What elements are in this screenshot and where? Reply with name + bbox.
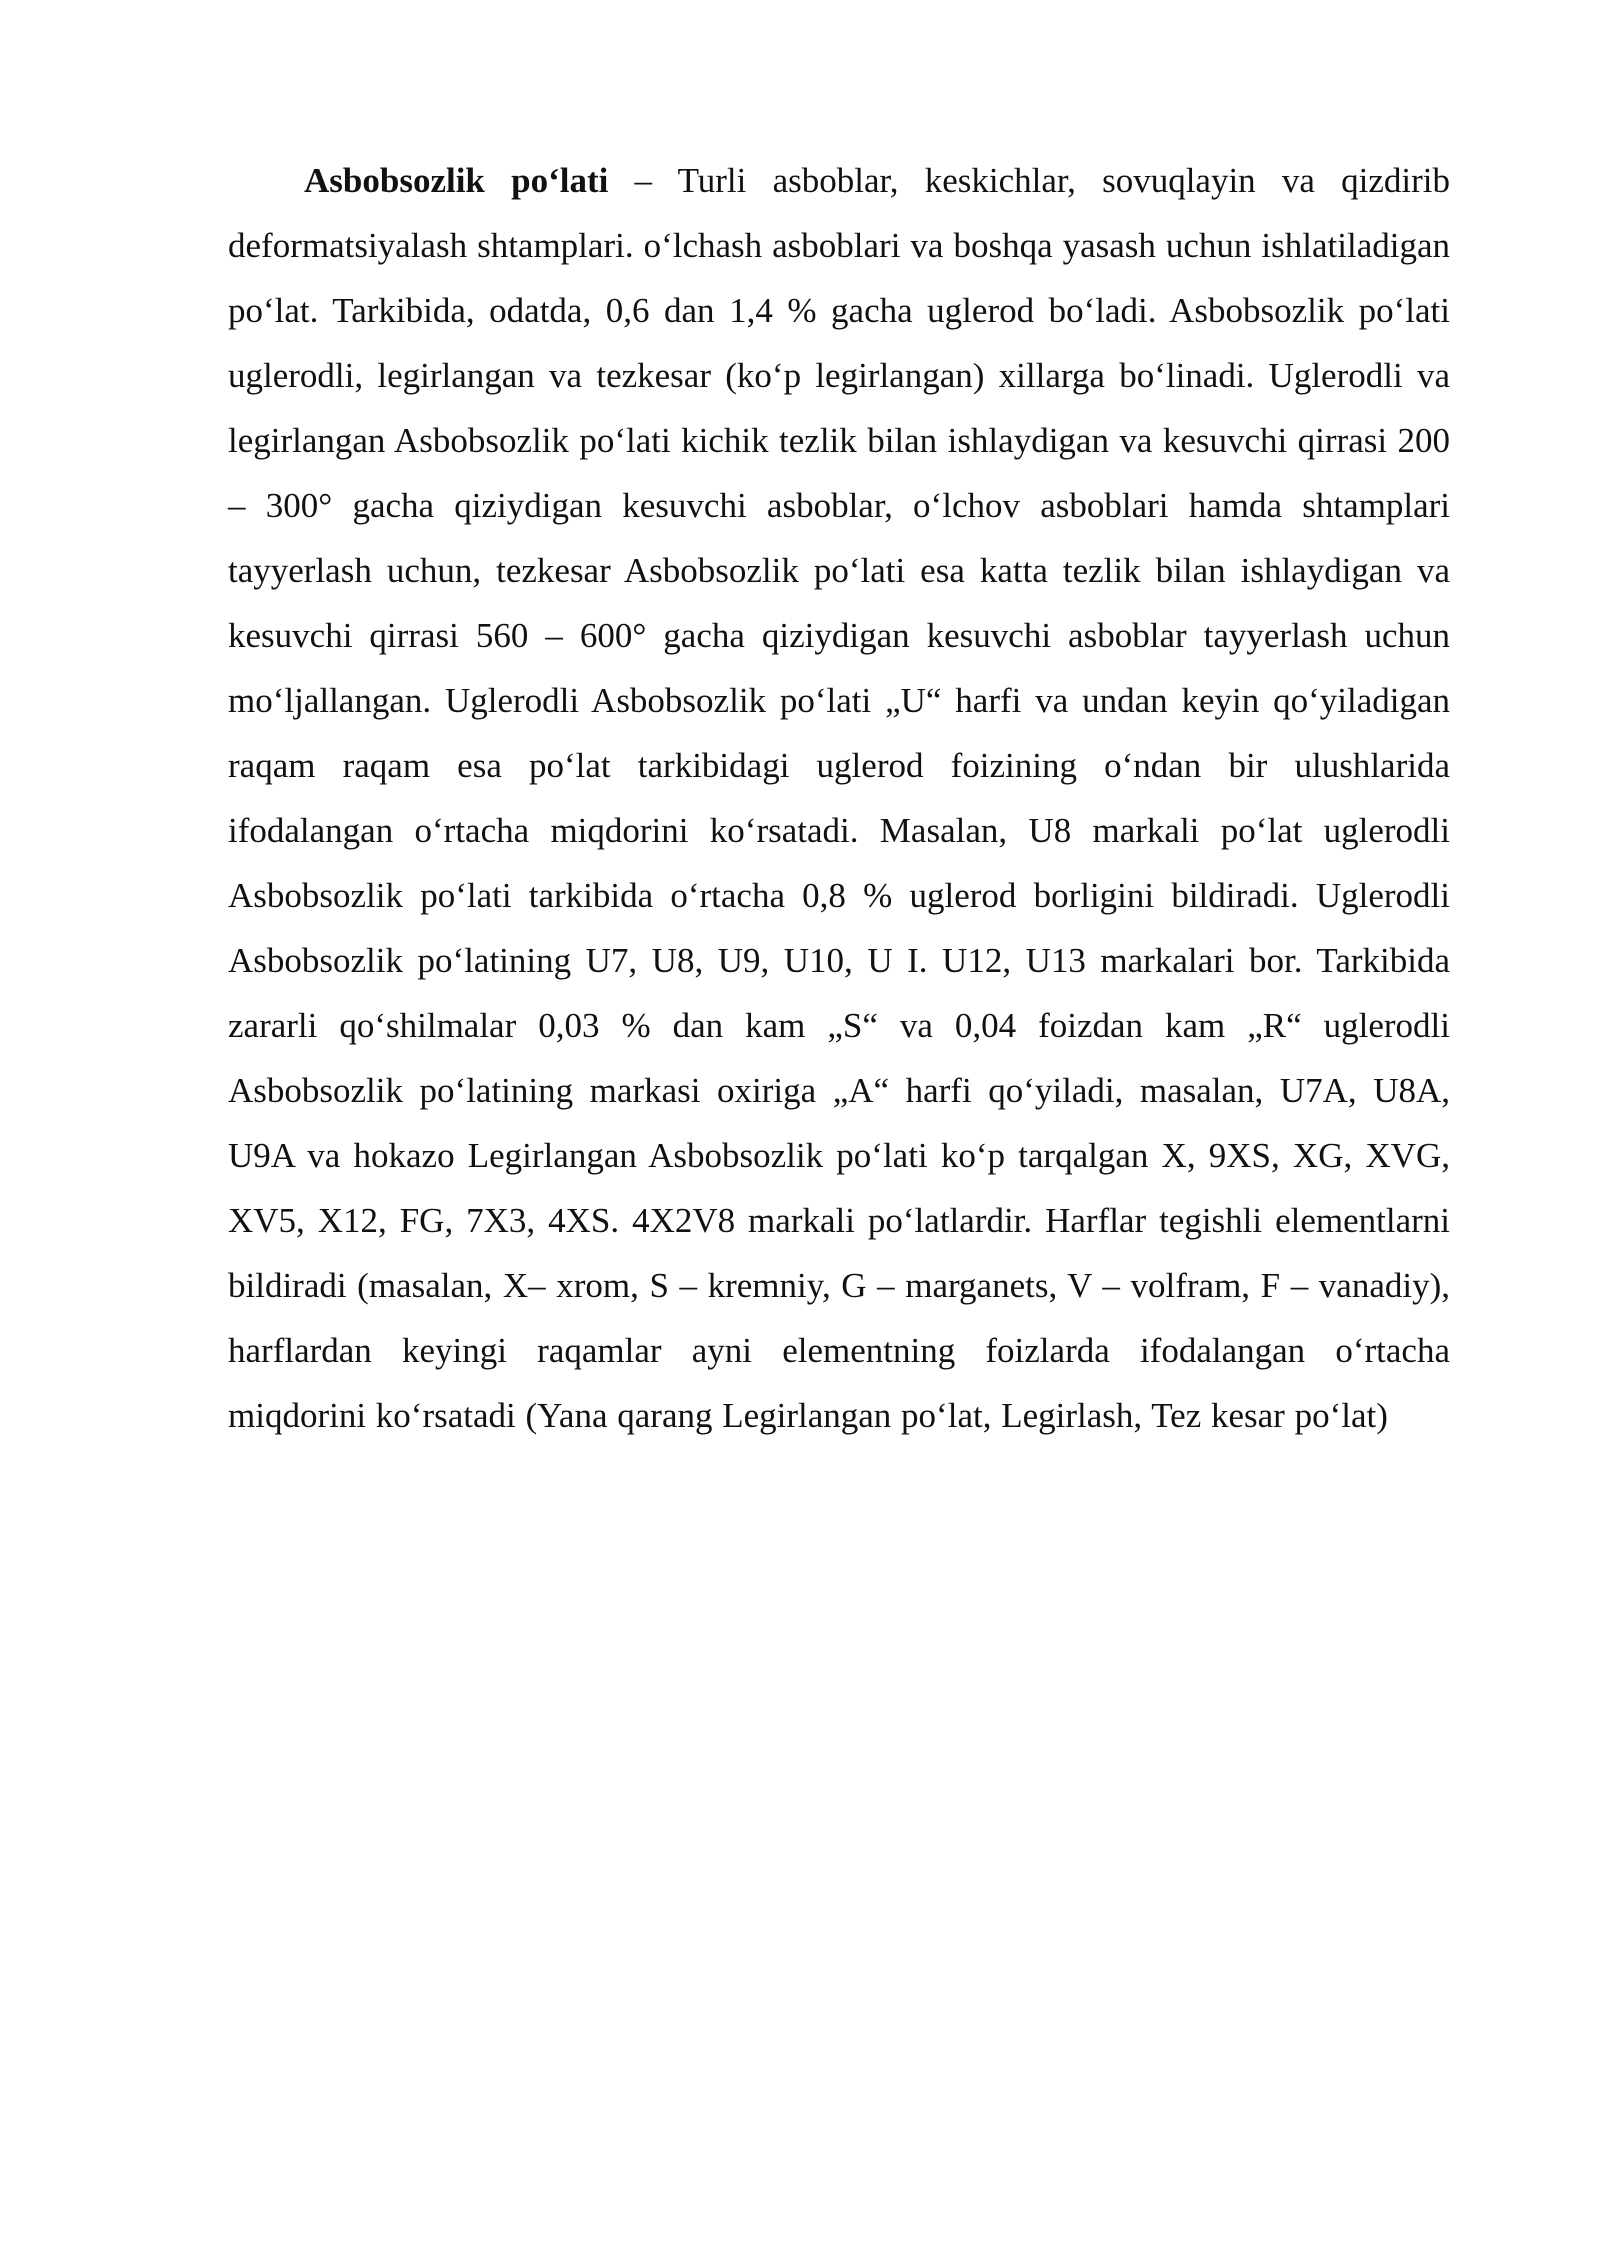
article-paragraph bbox=[228, 148, 1450, 1448]
article-definition: – Turli asboblar, keskichlar, sovuqlayin va qizdirib deformatsiyalash shtamplari. o‘lchash asboblari va boshqa yasash uchun ishlatiladigan po‘lat. Tarkibida, odatda, 0,6 dan 1,4 % gacha uglerod bo‘ladi. Asbobsozlik po‘lati uglerodli, legirlangan va tezkesar (ko‘p legirlangan) xillarga bo‘linadi. Uglerodli va legirlangan Asbobsozlik po‘lati kichik tezlik bilan ishlaydigan va kesuvchi qirrasi 200 – 300° gacha qiziydigan kesuvchi asboblar, o‘lchov asboblari hamda shtamplari tayyerlash uchun, tezkesar Asbobsozlik po‘lati esa katta tezlik bilan ishlaydigan va kesuvchi qirrasi 560 – 600° gacha qiziydigan kesuvchi asboblar tayyerlash uchun mo‘ljallangan. Uglerodli Asbobsozlik po‘lati „U“ harfi va undan keyin qo‘yiladigan raqam raqam esa po‘lat tarkibidagi uglerod foizining o‘ndan bir ulushlarida ifodalangan o‘rtacha miqdorini ko‘rsatadi. Masalan, U8 markali po‘lat uglerodli Asbobsozlik po‘lati tarkibida o‘rtacha 0,8 % uglerod borligini bildiradi. Uglerodli Asbobsozlik po‘latining U7, U8, U9, U10, U I. U12, U13 markalari bor. Tarkibida zararli qo‘shilmalar 0,03 % dan kam „S“ va 0,04 foizdan kam „R“ uglerodli Asbobsozlik po‘latining markasi oxiriga „A“ harfi qo‘yiladi, masalan, U7A, U8A, U9A va hokazo Legirlangan Asbobsozlik po‘lati ko‘p tarqalgan X, 9XS, XG, XVG, XV5, X12, FG, 7X3, 4XS. 4X2V8 markali po‘latlardir. Harflar tegishli elementlarni bildiradi (masalan, X– xrom, S – kremniy, G – marganets, V – volfram, F – vanadiy), harflardan keyingi raqamlar ayni elementning foizlarda ifodalangan o‘rtacha miqdorini ko‘rsatadi (Yana qarang Legirlangan po‘lat, Legirlash, Tez kesar po‘lat) bbox=[228, 161, 1450, 1435]
article-term: Asbobsozlik po‘lati bbox=[304, 161, 609, 200]
article-body bbox=[228, 148, 1450, 1448]
